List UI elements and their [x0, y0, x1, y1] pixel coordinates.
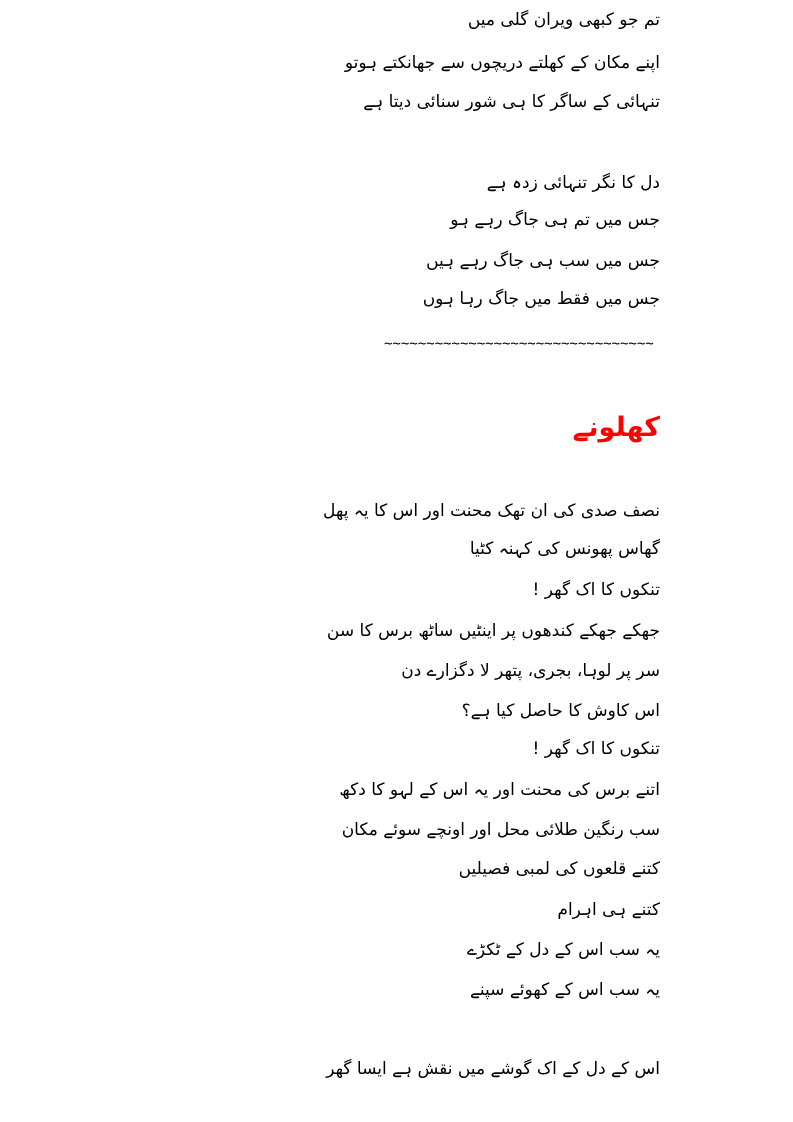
- poem2-line-2: گھاس پھونس کی کہنہ کٹیا: [469, 539, 660, 559]
- poem2-line-6: اس کاوش کا حاصل کیا ہے؟: [461, 701, 660, 721]
- poem1-stanza1-line-1: تم جو کبھی ویران گلی میں: [467, 10, 660, 30]
- poem2-line-5: سر پر لوہا، بجری، پتھر لا دگزارے دن: [401, 661, 660, 681]
- poem2-line-8: اتنے برس کی محنت اور یہ اس کے لہو کا دکھ: [339, 780, 660, 800]
- poem2-line-4: جھکے جھکے کندھوں پر اینٹیں ساٹھ برس کا سن: [326, 621, 660, 641]
- poem2-line-11: کتنے ہی اہرام: [557, 900, 660, 920]
- poem1-stanza2-line-3: جس میں سب ہی جاگ رہے ہیں: [426, 251, 660, 271]
- poem1-stanza1-line-3: تنہائی کے ساگر کا ہی شور سنائی دیتا ہے: [363, 92, 660, 112]
- poem2-line-7: تنکوں کا اک گھر !: [532, 739, 660, 759]
- poem2-line-13: یہ سب اس کے کھوئے سپنے: [469, 980, 660, 1000]
- poem2-line-9: سب رنگین طلائی محل اور اونچے سوئے مکان: [341, 820, 660, 840]
- poem1-stanza2-line-4: جس میں فقط میں جاگ رہا ہوں: [422, 289, 660, 309]
- poem2-line-3: تنکوں کا اک گھر !: [532, 580, 660, 600]
- section-divider: ~~~~~~~~~~~~~~~~~~~~~~~~~~~~~~~~: [384, 336, 654, 352]
- poem-title: کھلونے: [572, 412, 660, 443]
- poem2-line-10: کتنے قلعوں کی لمبی فصیلیں: [458, 859, 660, 879]
- poem1-stanza1-line-2: اپنے مکان کے کھلتے دریچوں سے جھانکتے ہوتو: [344, 53, 660, 73]
- poem2-line-12: یہ سب اس کے دل کے ٹکڑے: [466, 940, 660, 960]
- poem1-stanza2-line-2: جس میں تم ہی جاگ رہے ہو: [450, 210, 660, 230]
- poem2-stanza2-line-1: اس کے دل کے اک گوشے میں نقش ہے ایسا گھر: [326, 1059, 660, 1079]
- poem1-stanza2-line-1: دل کا نگر تنہائی زدہ ہے: [486, 173, 660, 193]
- poem2-line-1: نصف صدی کی ان تھک محنت اور اس کا یہ پھل: [323, 501, 660, 521]
